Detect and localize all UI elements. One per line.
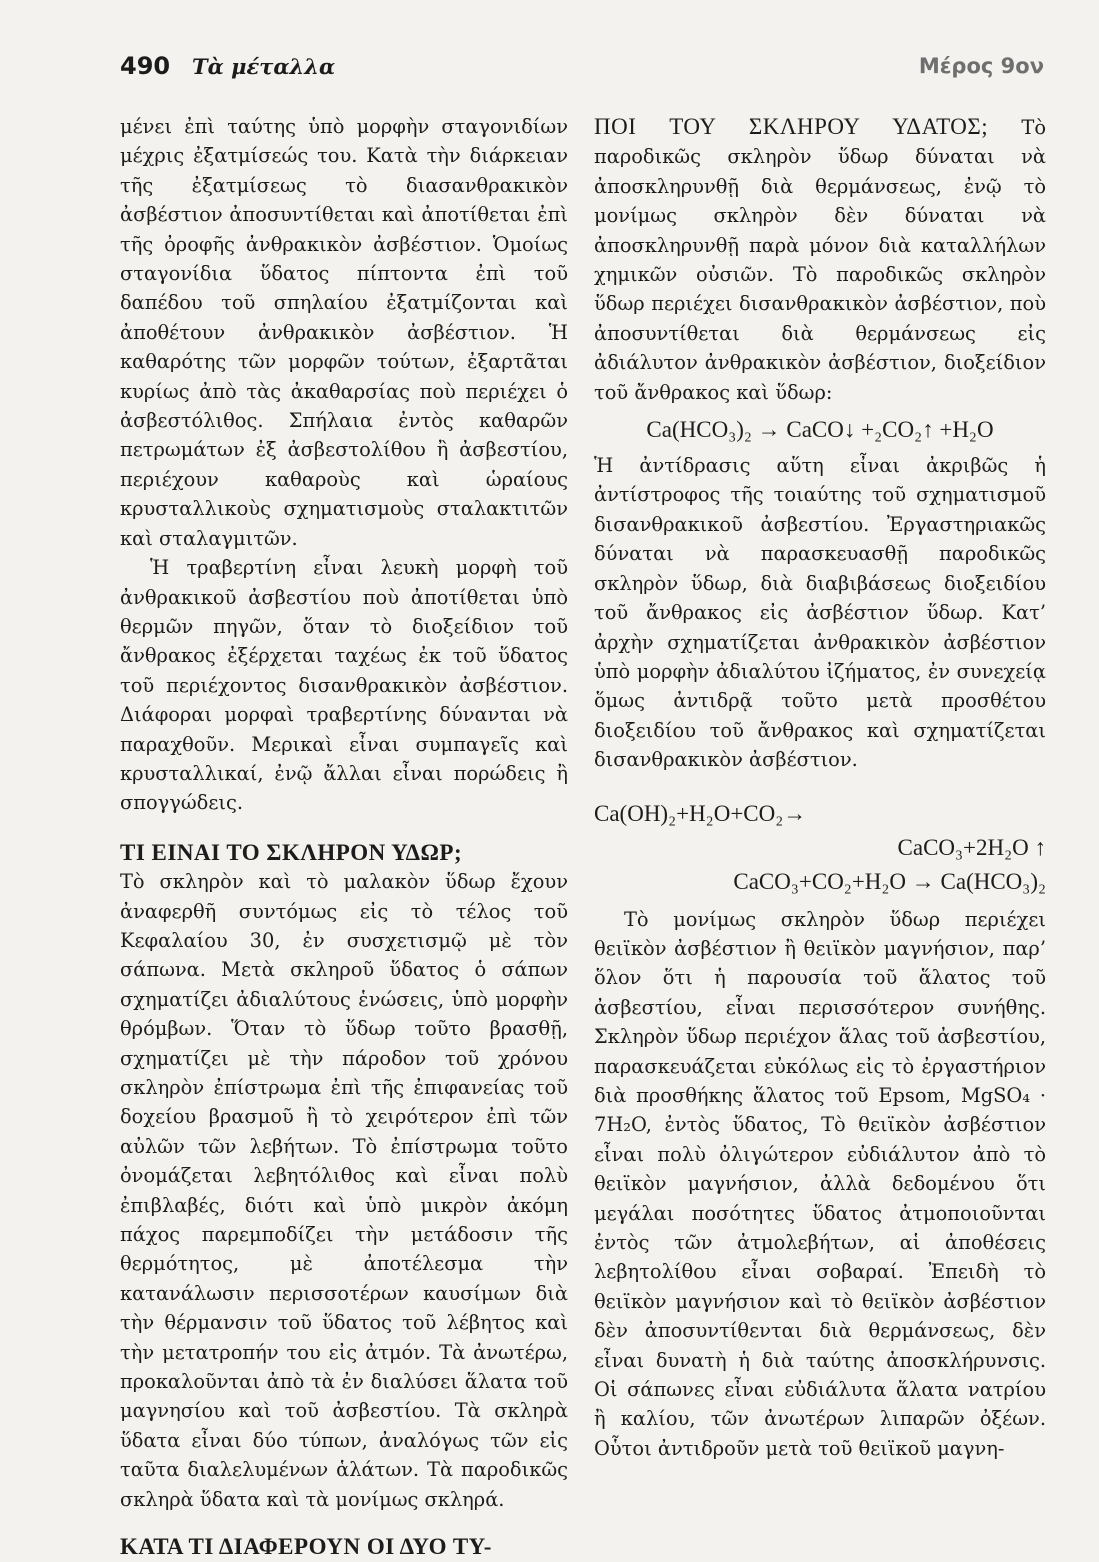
heading-what-is-hard-water: ΤΙ ΕΙΝΑΙ ΤΟ ΣΚΛΗΡΟΝ ΥΔΩΡ; — [120, 839, 463, 865]
equation-block-formation — [594, 797, 1046, 899]
equation-line-3: CaCO₃+CO₂+H₂O → Ca(HCO₃)₂ — [733, 868, 1046, 894]
part-label: Μέρος 9ον — [918, 54, 1044, 78]
paragraph-stalactites: μένει ἐπὶ ταύτης ὑπὸ μορφὴν σταγονιδίων μέχρις ἐξατμίσεώς του. Κατὰ τὴν διάρκειαν τῆς ἐξατμίσεως τὸ διασανθρακικὸν ἀσβέστιον ἀποσυντίθεται καὶ ἀποτίθεται ἐπὶ τῆς ὀροφῆς ἀνθρακικὸν ἀσβέστιον. Ὁμοίως σταγονίδια ὕδατος πίπτοντα ἐπὶ τοῦ δαπέδου τοῦ σπηλαίου ἐξατμίζονται καὶ ἀποθέτουν ἀνθρακικὸν ἀσβέστιον. Ἡ καθαρότης τῶν μορφῶν τούτων, ἐξαρτᾶται κυρίως ἀπὸ τὰς ἀκαθαρσίας ποὺ περιέχει ὁ ἀσβεστόλιθος. Σπήλαια ἐντὸς καθαρῶν πετρωμάτων ἐξ ἀσβεστολίθου ἢ ἀσβεστίου, περιέχουν καθαροὺς καὶ ὡραίους κρυσταλλικοὺς σχηματισμοὺς σταλακτιτῶν καὶ σταλαγμιτῶν. — [120, 115, 568, 550]
paragraph-hard-water: Τὸ σκληρὸν καὶ τὸ μαλακὸν ὕδωρ ἔχουν ἀναφερθῆ συντόμως εἰς τὸ τέλος τοῦ Κεφαλαίου 30, ἐν συσχετισμῷ μὲ τὸν σάπωνα. Μετὰ σκληροῦ ὕδατος ὁ σάπων σχηματίζει ἀδιαλύτους ἑνώσεις, ὑπὸ μορφὴν θρόμβων. Ὅταν τὸ ὕδωρ τοῦτο βρασθῇ, σχηματίζει μὲ τὴν πάροδον τοῦ χρόνου σκληρὸν ἐπίστρωμα ἐπὶ τῆς ἐπιφανείας τοῦ δοχείου βρασμοῦ ἢ τὸ χειρότερον ἐπὶ τῶν αὐλῶν τῶν λεβήτων. Τὸ ἐπίστρωμα τοῦτο ὀνομάζεται λεβητόλιθος καὶ εἶναι πολὺ ἐπιβλαβές, διότι καὶ ὑπὸ μικρὸν ἀκόμη πάχος παρεμποδίζει τὴν μετάδοσιν τῆς θερμότητος, μὲ ἀποτέλεσμα τὴν κατανάλωσιν περισσοτέρων καυσίμων διὰ τὴν θέρμανσιν τοῦ ὕδατος τοῦ λέβητος καὶ τὴν μετατροπήν του εἰς ἀτμόν. Τὰ ἀνωτέρω, προκαλοῦνται ἀπὸ τὰ ἐν διαλύσει ἅλατα τοῦ μαγνησίου καὶ τοῦ ἀσβεστίου. Τὰ σκληρὰ ὕδατα εἶναι δύο τύπων, ἀναλόγως τῶν εἰς ταῦτα διαλελυμένων ἁλάτων. Τὰ παροδικῶς σκληρὰ ὕδατα καὶ τὰ μονίμως σκληρά. — [120, 870, 568, 1511]
heading-hard-water-types-continued: ΠΟΙ ΤΟΥ ΣΚΛΗΡΟΥ ΥΔΑΤΟΣ; — [594, 114, 989, 139]
running-title: Τὰ μέταλλα — [192, 54, 336, 79]
paragraph-travertine: Ἡ τραβερτίνη εἶναι λευκὴ μορφὴ τοῦ ἀνθρακικοῦ ἀσβεστίου ποὺ ἀποτίθεται ὑπὸ θερμῶν πηγῶν, ὅταν τὸ διοξείδιον τοῦ ἄνθρακος ἐξέρχεται ταχέως ἐκ τοῦ ὕδατος τοῦ περιέχοντος δισανθρακικὸν ἀσβέστιον. Διάφοραι μορφαὶ τραβερτίνης δύνανται νὰ παραχθοῦν. Μερικαὶ εἶναι συμπαγεῖς καὶ κρυσταλλικαί, ἐνῷ ἄλλαι εἶναι πορώδεις ἢ σπογγώδεις. — [120, 556, 568, 815]
equation-decomposition: Ca(HCO₃)₂ → CaCO↓ +₂CO₂↑ +H₂O — [646, 417, 994, 443]
page-number: 490 — [120, 52, 171, 80]
paragraph-temporary-hardness-text: Τὸ παροδικῶς σκληρὸν ὕδωρ δύναται νὰ ἀποσκληρυνθῇ διὰ θερμάνσεως, ἐνῷ τὸ μονίμως σκληρὸν δὲν δύναται νὰ ἀποσκληρυνθῇ παρὰ μόνον διὰ καταλλήλων χημικῶν οὐσιῶν. Τὸ παροδικῶς σκληρὸν ὕδωρ περιέχει δισανθρακικὸν ἀσβέστιον, ποὺ ἀποσυντίθεται διὰ θερμάνσεως εἰς ἀδιάλυτον ἀνθρακικὸν ἀσβέστιον, διοξείδιον τοῦ ἄνθρακος καὶ ὕδωρ: — [594, 116, 1046, 404]
paragraph-temporary-hardness — [594, 112, 1046, 407]
right-column — [594, 112, 1046, 1463]
equation-line-1: Ca(OH)₂+H₂O+CO₂→ — [594, 800, 807, 826]
paragraph-reverse-reaction: Ἡ ἀντίδρασις αὕτη εἶναι ἀκριβῶς ἡ ἀντίστροφος τῆς τοιαύτης τοῦ σχηματισμοῦ δισανθρακικοῦ ἀσβεστίου. Ἐργαστηριακῶς δύναται νὰ παρασκευασθῇ παροδικῶς σκληρὸν ὕδωρ, διὰ διαβιβάσεως διοξειδίου τοῦ ἄνθρακος εἰς ἀσβέστιον ὕδωρ. Κατ’ ἀρχὴν σχηματίζεται ἀνθρακικὸν ἀσβέστιον ὑπὸ μορφὴν ἀδιαλύτου ἰζήματος, ἐν συνεχείᾳ ὅμως ἀντιδρᾷ τοῦτο μετὰ προσθέτου διοξειδίου τοῦ ἄνθρακος καὶ σχηματίζεται δισανθρακικὸν ἀσβέστιον. — [594, 454, 1046, 772]
left-column — [120, 112, 568, 1562]
equation-line-2: CaCO₃+2H₂O ↑ — [897, 834, 1046, 860]
page-header — [120, 52, 1044, 88]
paragraph-permanent-hardness: Τὸ μονίμως σκληρὸν ὕδωρ περιέχει θειϊκὸν ἀσβέστιον ἢ θειϊκὸν μαγνήσιον, παρ’ ὅλον ὅτι ἡ παρουσία τοῦ ἅλατος τοῦ ἀσβεστίου, εἶναι περισσότερον συνήθης. Σκληρὸν ὕδωρ περιέχον ἅλας τοῦ ἀσβεστίου, παρασκευάζεται εὐκόλως εἰς τὸ ἐργαστήριον διὰ προσθήκης ἅλατος τοῦ Epsom, MgSO₄ · 7H₂O, ἐντὸς ὕδατος, Τὸ θειϊκὸν ἀσβέστιον εἶναι πολὺ ὀλιγώτερον εὐδιάλυτον ἀπὸ τὸ θειϊκὸν μαγνήσιον, ἀλλὰ δεδομένου ὅτι μεγάλαι ποσότητες ὕδατος ἀτμοποιοῦνται ἐντὸς τῶν ἀτμολεβήτων, αἱ ἀποθέσεις λεβητολίθου εἶναι σοβαραί. Ἐπειδὴ τὸ θειϊκὸν μαγνήσιον καὶ τὸ θειϊκὸν ἀσβέστιον δὲν ἀποσυντίθενται διὰ θερμάνσεως, δὲν εἶναι δυνατὴ ἡ διὰ ταύτης ἀποσκλήρυνσις. Οἱ σάπωνες εἶναι εὐδιάλυτα ἅλατα νατρίου ἢ καλίου, τῶν ἀνωτέρων λιπαρῶν ὀξέων. Οὗτοι ἀντιδροῦν μετὰ τοῦ θειϊκοῦ μαγνη- — [594, 907, 1046, 1460]
heading-hard-water-types: ΚΑΤΑ ΤΙ ΔΙΑΦΕΡΟΥΝ ΟΙ ΔΥΟ ΤΥ- — [120, 1534, 492, 1560]
